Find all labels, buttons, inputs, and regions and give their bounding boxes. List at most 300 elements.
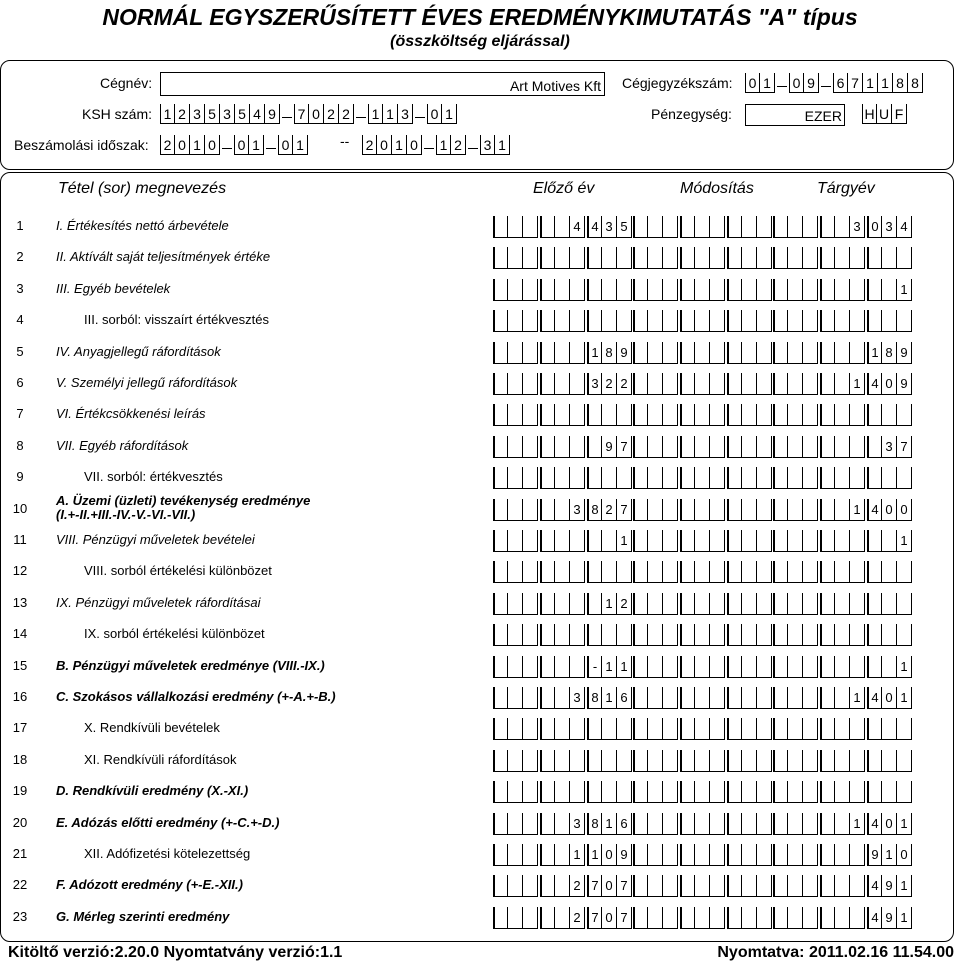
period-to-field[interactable]: [362, 135, 510, 155]
digit-cell: 0: [377, 135, 392, 155]
amount-digit-cell: [523, 279, 538, 301]
amount-cell-group[interactable]: [587, 310, 632, 332]
amount-digit-cell: 4: [897, 216, 912, 238]
amount-digit-cell: [710, 750, 725, 772]
amount-cell-group[interactable]: [633, 687, 678, 709]
amount-cell-group[interactable]: [587, 907, 632, 929]
amount-cell-group[interactable]: [820, 844, 865, 866]
amount-cell-group[interactable]: [727, 687, 772, 709]
amount-cell-group[interactable]: [727, 310, 772, 332]
amount-digit-cell: [757, 436, 772, 458]
amount-cell-group[interactable]: [680, 279, 725, 301]
amount-cell-group[interactable]: [587, 593, 632, 615]
amount-cell-group[interactable]: [680, 499, 725, 521]
amount-cell-group[interactable]: [493, 687, 538, 709]
digit-cell: 2: [175, 104, 190, 124]
amount-cell-group[interactable]: [633, 247, 678, 269]
amount-digit-cell: [803, 530, 818, 552]
amount-digit-cell: 7: [617, 499, 632, 521]
amount-cell-group[interactable]: [727, 467, 772, 489]
amount-digit-cell: [695, 279, 710, 301]
digit-cell: 0: [427, 104, 442, 124]
amount-digit-cell: [757, 467, 772, 489]
amount-cell-group[interactable]: [493, 844, 538, 866]
amount-cell-group[interactable]: [680, 718, 725, 740]
amount-digit-cell: [648, 561, 663, 583]
amount-cell-group[interactable]: [867, 436, 912, 458]
amount-cell-group[interactable]: [773, 875, 818, 897]
amount-digit-cell: 0: [882, 373, 897, 395]
amount-cell-group[interactable]: [820, 216, 865, 238]
amount-cell-group[interactable]: [820, 499, 865, 521]
amount-cell-group[interactable]: [680, 656, 725, 678]
amount-digit-cell: [773, 718, 788, 740]
amount-cell-group[interactable]: [680, 907, 725, 929]
amount-cell-group[interactable]: [633, 499, 678, 521]
digit-cell: 3: [480, 135, 495, 155]
amount-cell-group[interactable]: [587, 247, 632, 269]
amount-cell-group[interactable]: [540, 216, 585, 238]
amount-cell-group[interactable]: [867, 593, 912, 615]
amount-cell-group[interactable]: [727, 342, 772, 364]
amount-digit-cell: [727, 310, 742, 332]
amount-cell-group[interactable]: [633, 875, 678, 897]
amount-digit-cell: [555, 656, 570, 678]
amount-cell-group[interactable]: [540, 342, 585, 364]
amount-cell-group[interactable]: [867, 373, 912, 395]
currency-unit-field[interactable]: [745, 104, 845, 126]
amount-cell-group[interactable]: [727, 750, 772, 772]
amount-digit-cell: [835, 750, 850, 772]
amount-digit-cell: [695, 813, 710, 835]
amount-cell-group[interactable]: [727, 279, 772, 301]
amount-digit-cell: [742, 907, 757, 929]
amount-cell-group[interactable]: [680, 813, 725, 835]
amount-cell-group[interactable]: [587, 624, 632, 646]
amount-cell-group[interactable]: [540, 781, 585, 803]
amount-cell-group[interactable]: [633, 656, 678, 678]
amount-digit-cell: [587, 467, 602, 489]
amount-digit-cell: [523, 310, 538, 332]
amount-cell-group[interactable]: [820, 781, 865, 803]
amount-cell-group[interactable]: [820, 279, 865, 301]
amount-digit-cell: [523, 499, 538, 521]
amount-cell-group[interactable]: [587, 467, 632, 489]
amount-digit-cell: [493, 310, 508, 332]
amount-digit-cell: [493, 844, 508, 866]
amount-cell-group[interactable]: [727, 404, 772, 426]
amount-cell-group[interactable]: [867, 247, 912, 269]
amount-cell-group[interactable]: [773, 342, 818, 364]
digit-cell: 1: [160, 104, 175, 124]
amount-cell-group[interactable]: [633, 216, 678, 238]
amount-cell-group[interactable]: [540, 436, 585, 458]
amount-cell-group[interactable]: [587, 718, 632, 740]
amount-digit-cell: [633, 342, 648, 364]
amount-digit-cell: [633, 467, 648, 489]
amount-cell-group[interactable]: [493, 593, 538, 615]
amount-cell-group[interactable]: [727, 530, 772, 552]
amount-cell-group[interactable]: [493, 216, 538, 238]
amount-cell-group[interactable]: [727, 593, 772, 615]
company-field[interactable]: [160, 72, 605, 96]
amount-cell-group[interactable]: [773, 750, 818, 772]
amount-digit-cell: [633, 624, 648, 646]
amount-digit-cell: 0: [602, 875, 617, 897]
amount-cell-group[interactable]: [773, 247, 818, 269]
amount-digit-cell: [523, 875, 538, 897]
amount-cell-group[interactable]: [867, 750, 912, 772]
amount-cell-group[interactable]: [820, 718, 865, 740]
amount-cell-group[interactable]: [540, 561, 585, 583]
amount-digit-cell: [633, 907, 648, 929]
amount-cell-group[interactable]: [587, 342, 632, 364]
amount-cell-group[interactable]: [680, 342, 725, 364]
amount-cell-group[interactable]: [773, 467, 818, 489]
amount-cell-group[interactable]: [773, 499, 818, 521]
amount-cell-group[interactable]: [587, 404, 632, 426]
amount-digit-cell: 0: [602, 844, 617, 866]
amount-cell-group[interactable]: [540, 813, 585, 835]
amount-cell-group[interactable]: [540, 310, 585, 332]
amount-cell-group[interactable]: [493, 656, 538, 678]
amount-cell-group[interactable]: [773, 656, 818, 678]
amount-cell-group[interactable]: [493, 561, 538, 583]
amount-cell-group[interactable]: [727, 499, 772, 521]
amount-cell-group[interactable]: [867, 467, 912, 489]
amount-cell-group[interactable]: [727, 844, 772, 866]
amount-cell-group[interactable]: [587, 436, 632, 458]
amount-digit-cell: [835, 718, 850, 740]
amount-cell-group[interactable]: [587, 530, 632, 552]
amount-cell-group[interactable]: [773, 813, 818, 835]
amount-cell-group[interactable]: [540, 656, 585, 678]
amount-digit-cell: [555, 342, 570, 364]
column-header-item: Tétel (sor) megnevezés: [58, 180, 227, 197]
amount-cell-group[interactable]: [773, 718, 818, 740]
amount-cell-group[interactable]: [493, 467, 538, 489]
amount-digit-cell: [493, 530, 508, 552]
amount-cell-group[interactable]: [633, 624, 678, 646]
amount-cell-group[interactable]: [633, 530, 678, 552]
amount-cell-group[interactable]: [867, 813, 912, 835]
amount-cell-group[interactable]: [540, 718, 585, 740]
amount-cell-group[interactable]: [493, 247, 538, 269]
amount-cell-group[interactable]: [680, 624, 725, 646]
amount-digit-cell: [757, 687, 772, 709]
amount-digit-cell: [710, 656, 725, 678]
amount-cell-group[interactable]: [867, 499, 912, 521]
amount-digit-cell: [835, 530, 850, 552]
amount-digit-cell: 8: [882, 342, 897, 364]
amount-cell-group[interactable]: [633, 750, 678, 772]
amount-cell-group[interactable]: [773, 561, 818, 583]
amount-cell-group[interactable]: [540, 279, 585, 301]
amount-digit-cell: [773, 247, 788, 269]
amount-cell-group[interactable]: [493, 279, 538, 301]
amount-cell-group[interactable]: [680, 781, 725, 803]
amount-cell-group[interactable]: [633, 404, 678, 426]
amount-cell-group[interactable]: [587, 561, 632, 583]
amount-cell-group[interactable]: [540, 593, 585, 615]
amount-cell-group[interactable]: [773, 624, 818, 646]
amount-cell-group[interactable]: [493, 436, 538, 458]
amount-cell-group[interactable]: [820, 342, 865, 364]
amount-cell-group[interactable]: [680, 404, 725, 426]
registry-number-field[interactable]: [745, 73, 923, 93]
amount-cell-group[interactable]: [820, 404, 865, 426]
amount-cell-group[interactable]: [680, 216, 725, 238]
amount-cell-group[interactable]: [867, 404, 912, 426]
row-number: 13: [12, 594, 28, 610]
amount-cell-group[interactable]: [867, 907, 912, 929]
ksh-number-field[interactable]: [160, 104, 457, 124]
row-label: I. Értékesítés nettó árbevétele: [56, 218, 229, 233]
currency-letter-cell: U: [877, 104, 892, 124]
amount-cell-group[interactable]: [773, 687, 818, 709]
amount-cell-group[interactable]: [540, 530, 585, 552]
amount-digit-cell: 3: [570, 687, 585, 709]
amount-digit-cell: [493, 342, 508, 364]
amount-cell-group[interactable]: [727, 624, 772, 646]
amount-cell-group[interactable]: [680, 467, 725, 489]
amount-cell-group[interactable]: [727, 875, 772, 897]
amount-cell-group[interactable]: [727, 718, 772, 740]
amount-digit-cell: [540, 813, 555, 835]
amount-digit-cell: 1: [897, 656, 912, 678]
digit-cell: 2: [362, 135, 377, 155]
amount-cell-group[interactable]: [867, 781, 912, 803]
amount-digit-cell: 9: [617, 342, 632, 364]
amount-cell-group[interactable]: [633, 718, 678, 740]
amount-cell-group[interactable]: [587, 499, 632, 521]
amount-cell-group[interactable]: [773, 530, 818, 552]
amount-digit-cell: 3: [602, 216, 617, 238]
amount-cell-group[interactable]: [820, 436, 865, 458]
amount-cell-group[interactable]: [773, 279, 818, 301]
amount-cell-group[interactable]: [587, 216, 632, 238]
amount-cell-group[interactable]: [820, 530, 865, 552]
amount-digit-cell: 6: [617, 687, 632, 709]
amount-cell-group[interactable]: [680, 561, 725, 583]
amount-cell-group[interactable]: [773, 593, 818, 615]
digit-cell: 1: [249, 135, 264, 155]
amount-digit-cell: 9: [867, 844, 882, 866]
amount-cell-group[interactable]: [587, 750, 632, 772]
amount-cell-group[interactable]: [727, 561, 772, 583]
amount-cell-group[interactable]: [587, 656, 632, 678]
amount-cell-group[interactable]: [493, 530, 538, 552]
amount-cell-group[interactable]: [773, 907, 818, 929]
amount-cell-group[interactable]: [540, 624, 585, 646]
digit-cell: 0: [309, 104, 324, 124]
amount-cell-group[interactable]: [633, 467, 678, 489]
amount-cell-group[interactable]: [493, 750, 538, 772]
amount-cell-group[interactable]: [773, 404, 818, 426]
amount-cell-group[interactable]: [867, 718, 912, 740]
amount-digit-cell: [835, 844, 850, 866]
amount-cell-group[interactable]: [820, 467, 865, 489]
row-label: IV. Anyagjellegű ráfordítások: [56, 343, 221, 359]
amount-digit-cell: 3: [882, 436, 897, 458]
amount-digit-cell: [555, 813, 570, 835]
amount-cell-group[interactable]: [633, 907, 678, 929]
amount-cell-group[interactable]: [540, 404, 585, 426]
amount-cell-group[interactable]: [820, 656, 865, 678]
amount-cell-group[interactable]: [820, 624, 865, 646]
amount-cell-group[interactable]: [633, 781, 678, 803]
amount-cell-group[interactable]: [540, 844, 585, 866]
amount-cell-group[interactable]: [867, 656, 912, 678]
digit-cell: 1: [878, 73, 893, 93]
amount-cell-group[interactable]: [540, 373, 585, 395]
amount-cell-group[interactable]: [540, 875, 585, 897]
amount-cell-group[interactable]: [493, 373, 538, 395]
amount-cell-group[interactable]: [727, 656, 772, 678]
amount-cell-group[interactable]: [587, 373, 632, 395]
amount-cell-group[interactable]: [727, 247, 772, 269]
amount-cell-group[interactable]: [820, 561, 865, 583]
amount-cell-group[interactable]: [493, 499, 538, 521]
amount-cell-group[interactable]: [633, 373, 678, 395]
amount-digit-cell: [882, 561, 897, 583]
amount-cell-group[interactable]: [727, 436, 772, 458]
amount-cell-group[interactable]: [727, 781, 772, 803]
amount-cell-group[interactable]: [867, 624, 912, 646]
amount-cell-group[interactable]: [540, 907, 585, 929]
amount-cell-group[interactable]: [867, 875, 912, 897]
amount-digit-cell: [570, 467, 585, 489]
amount-digit-cell: [742, 781, 757, 803]
amount-cell-group[interactable]: [633, 310, 678, 332]
amount-digit-cell: -: [587, 656, 602, 678]
amount-digit-cell: [540, 404, 555, 426]
amount-cell-group[interactable]: [633, 279, 678, 301]
amount-digit-cell: [742, 499, 757, 521]
amount-cell-group[interactable]: [540, 499, 585, 521]
amount-cell-group[interactable]: [820, 373, 865, 395]
amount-cell-group[interactable]: [493, 813, 538, 835]
digit-cell: 3: [190, 104, 205, 124]
row-label: VII. sorból: értékvesztés: [84, 469, 223, 485]
amount-cell-group[interactable]: [680, 875, 725, 897]
amount-digit-cell: [727, 593, 742, 615]
amount-cell-group[interactable]: [540, 687, 585, 709]
amount-cell-group[interactable]: [867, 342, 912, 364]
amount-cell-group[interactable]: [867, 310, 912, 332]
amount-cell-group[interactable]: [680, 844, 725, 866]
amount-digit-cell: [803, 279, 818, 301]
amount-digit-cell: [757, 844, 772, 866]
amount-cell-group[interactable]: [680, 530, 725, 552]
amount-cell-group[interactable]: [633, 593, 678, 615]
amount-cell-group[interactable]: [820, 593, 865, 615]
amount-cell-group[interactable]: [680, 247, 725, 269]
amount-cell-group[interactable]: [820, 907, 865, 929]
amount-cell-group[interactable]: [867, 561, 912, 583]
amount-cell-group[interactable]: [493, 781, 538, 803]
amount-digit-cell: [555, 844, 570, 866]
amount-cell-group[interactable]: [680, 373, 725, 395]
table-row: [0, 712, 954, 744]
amount-cell-group[interactable]: [680, 750, 725, 772]
amount-cell-group[interactable]: [540, 467, 585, 489]
amount-cell-group[interactable]: [540, 247, 585, 269]
amount-cell-group[interactable]: [680, 310, 725, 332]
amount-cell-group[interactable]: [587, 875, 632, 897]
amount-cell-group[interactable]: [680, 436, 725, 458]
amount-cell-group[interactable]: [493, 907, 538, 929]
amount-cell-group[interactable]: [587, 813, 632, 835]
amount-digit-cell: [727, 687, 742, 709]
amount-cell-group[interactable]: [587, 279, 632, 301]
amount-cell-group[interactable]: [587, 844, 632, 866]
row-number: 1: [16, 218, 24, 233]
amount-cell-group[interactable]: [587, 687, 632, 709]
digit-cell: 1: [442, 104, 457, 124]
amount-cell-group[interactable]: [633, 844, 678, 866]
amount-cell-group[interactable]: [820, 813, 865, 835]
amount-digit-cell: [773, 404, 788, 426]
amount-cell-group[interactable]: [680, 593, 725, 615]
amount-digit-cell: [508, 844, 523, 866]
amount-cell-group[interactable]: [727, 373, 772, 395]
amount-digit-cell: [680, 436, 695, 458]
amount-cell-group[interactable]: [820, 750, 865, 772]
amount-digit-cell: [820, 844, 835, 866]
period-from-field[interactable]: [160, 135, 308, 155]
amount-digit-cell: [803, 467, 818, 489]
amount-cell-group[interactable]: [493, 310, 538, 332]
amount-cell-group[interactable]: [820, 247, 865, 269]
amount-cell-group[interactable]: [773, 844, 818, 866]
amount-cell-group[interactable]: [773, 781, 818, 803]
currency-code-field[interactable]: [862, 104, 907, 124]
amount-cell-group[interactable]: [867, 687, 912, 709]
amount-cell-group[interactable]: [867, 530, 912, 552]
amount-cell-group[interactable]: [867, 844, 912, 866]
amount-cell-group[interactable]: [493, 404, 538, 426]
amount-cell-group[interactable]: [633, 436, 678, 458]
amount-cell-group[interactable]: [587, 781, 632, 803]
amount-cell-group[interactable]: [867, 279, 912, 301]
amount-cell-group[interactable]: [493, 718, 538, 740]
amount-cell-group[interactable]: [493, 875, 538, 897]
row-number: 2: [16, 249, 24, 265]
amount-cell-group[interactable]: [727, 907, 772, 929]
amount-cell-group[interactable]: [493, 624, 538, 646]
amount-cell-group[interactable]: [727, 216, 772, 238]
amount-cell-group[interactable]: [773, 436, 818, 458]
amount-cell-group[interactable]: [680, 687, 725, 709]
amount-cell-group[interactable]: [867, 216, 912, 238]
amount-cell-group[interactable]: [773, 216, 818, 238]
amount-cell-group[interactable]: [727, 813, 772, 835]
amount-cell-group[interactable]: [820, 310, 865, 332]
amount-cell-group[interactable]: [773, 310, 818, 332]
amount-cell-group[interactable]: [493, 342, 538, 364]
amount-cell-group[interactable]: [633, 561, 678, 583]
amount-digit-cell: [493, 561, 508, 583]
amount-cell-group[interactable]: [820, 875, 865, 897]
amount-cell-group[interactable]: [820, 687, 865, 709]
amount-cell-group[interactable]: [633, 813, 678, 835]
amount-cell-group[interactable]: [773, 373, 818, 395]
amount-digit-cell: [788, 624, 803, 646]
amount-cell-group[interactable]: [633, 342, 678, 364]
amount-cell-group[interactable]: [540, 750, 585, 772]
amount-digit-cell: [695, 404, 710, 426]
